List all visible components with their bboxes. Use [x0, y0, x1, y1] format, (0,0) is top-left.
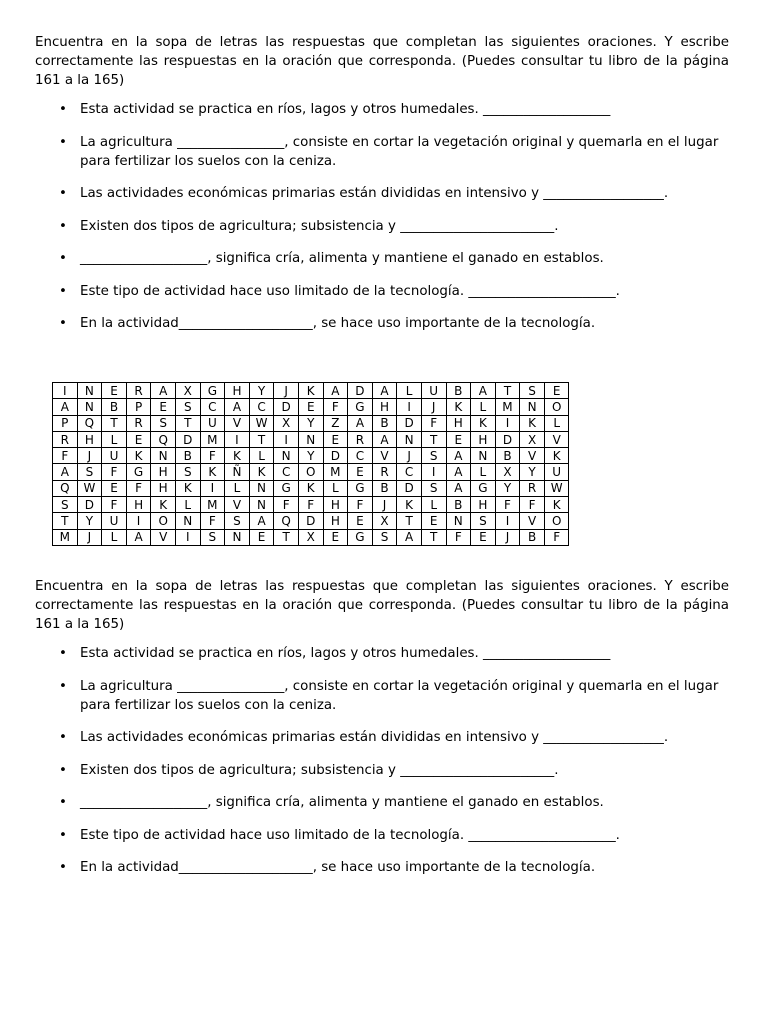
- word-search-cell: N: [151, 448, 176, 464]
- word-search-cell: S: [151, 415, 176, 431]
- word-search-cell: O: [544, 513, 569, 529]
- word-search-cell: R: [348, 431, 373, 447]
- answer-blank: ___________________: [80, 251, 208, 266]
- word-search-cell: E: [323, 431, 348, 447]
- word-search-cell: F: [200, 513, 225, 529]
- word-search-cell: N: [77, 399, 102, 415]
- word-search-cell: P: [53, 415, 78, 431]
- answer-blank: ______________________: [468, 283, 616, 299]
- word-search-cell: N: [175, 513, 200, 529]
- word-search-cell: A: [372, 383, 397, 399]
- word-search-cell: S: [471, 513, 496, 529]
- word-search-cell: N: [471, 448, 496, 464]
- word-search-cell: R: [520, 480, 545, 496]
- word-search-cell: A: [471, 383, 496, 399]
- word-search-cell: R: [126, 383, 151, 399]
- word-search-cell: K: [200, 464, 225, 480]
- word-search-cell: T: [53, 513, 78, 529]
- word-search-cell: F: [53, 448, 78, 464]
- word-search-cell: F: [323, 399, 348, 415]
- word-search-cell: I: [421, 464, 446, 480]
- word-search-cell: F: [200, 448, 225, 464]
- word-search-cell: E: [298, 399, 323, 415]
- word-search-cell: Y: [298, 448, 323, 464]
- word-search-cell: T: [249, 431, 274, 447]
- word-search-cell: V: [520, 448, 545, 464]
- word-search-cell: L: [544, 415, 569, 431]
- question-list: [35, 100, 729, 333]
- word-search-cell: A: [348, 415, 373, 431]
- word-search-cell: E: [471, 529, 496, 545]
- word-search-cell: A: [446, 464, 471, 480]
- word-search-cell: O: [298, 464, 323, 480]
- word-search-cell: E: [249, 529, 274, 545]
- word-search-cell: A: [53, 464, 78, 480]
- word-search-row: [53, 513, 569, 529]
- worksheet-section-1: [35, 33, 729, 347]
- word-search-cell: L: [102, 529, 127, 545]
- word-search-cell: T: [421, 529, 446, 545]
- word-search-cell: X: [274, 415, 299, 431]
- word-search-cell: S: [225, 513, 250, 529]
- word-search-cell: V: [225, 415, 250, 431]
- word-search-cell: N: [274, 448, 299, 464]
- word-search-cell: H: [323, 497, 348, 513]
- word-search-cell: T: [421, 431, 446, 447]
- word-search-cell: H: [151, 464, 176, 480]
- word-search-cell: L: [323, 480, 348, 496]
- word-search-cell: N: [225, 529, 250, 545]
- word-search-cell: K: [298, 480, 323, 496]
- question-item: • La agricultura ________________, consiste en cortar la vegetación original y quemarla en el lugar para fertilizar los suelos con la ceniza.: [35, 677, 729, 715]
- word-search-cell: X: [175, 383, 200, 399]
- word-search-cell: Y: [298, 415, 323, 431]
- word-search-cell: N: [397, 431, 422, 447]
- word-search-cell: H: [225, 383, 250, 399]
- question-item: • ___________________, significa cría, alimenta y mantiene el ganado en establos.: [35, 249, 729, 268]
- question-item: • ___________________, significa cría, alimenta y mantiene el ganado en establos.: [35, 793, 729, 812]
- word-search-cell: F: [446, 529, 471, 545]
- word-search-cell: K: [298, 383, 323, 399]
- word-search-cell: F: [126, 480, 151, 496]
- word-search-cell: Q: [53, 480, 78, 496]
- word-search-cell: T: [175, 415, 200, 431]
- word-search-cell: T: [495, 383, 520, 399]
- word-search-cell: N: [77, 383, 102, 399]
- word-search-cell: G: [348, 399, 373, 415]
- word-search-cell: R: [126, 415, 151, 431]
- word-search-cell: E: [323, 529, 348, 545]
- word-search-cell: S: [421, 480, 446, 496]
- word-search-cell: W: [249, 415, 274, 431]
- word-search-cell: E: [348, 513, 373, 529]
- word-search-cell: L: [471, 464, 496, 480]
- word-search-cell: D: [298, 513, 323, 529]
- word-search-cell: X: [520, 431, 545, 447]
- word-search-cell: A: [446, 480, 471, 496]
- word-search-cell: J: [495, 529, 520, 545]
- word-search-cell: C: [397, 464, 422, 480]
- word-search-cell: I: [225, 431, 250, 447]
- word-search-cell: A: [397, 529, 422, 545]
- word-search-cell: E: [102, 383, 127, 399]
- word-search-cell: I: [126, 513, 151, 529]
- word-search-cell: G: [471, 480, 496, 496]
- word-search-cell: C: [200, 399, 225, 415]
- word-search-cell: Y: [495, 480, 520, 496]
- word-search-cell: S: [175, 399, 200, 415]
- word-search-row: [53, 480, 569, 496]
- word-search-cell: C: [274, 464, 299, 480]
- word-search-cell: L: [471, 399, 496, 415]
- word-search-cell: C: [348, 448, 373, 464]
- word-search-cell: V: [225, 497, 250, 513]
- word-search-grid: [52, 382, 569, 546]
- word-search-cell: W: [544, 480, 569, 496]
- word-search-cell: Y: [77, 513, 102, 529]
- word-search-cell: F: [495, 497, 520, 513]
- question-item: • En la actividad____________________, se hace uso importante de la tecnología.: [35, 858, 729, 877]
- word-search-cell: L: [225, 480, 250, 496]
- answer-blank: __________________: [543, 730, 664, 745]
- word-search-cell: B: [495, 448, 520, 464]
- word-search-cell: N: [298, 431, 323, 447]
- word-search-cell: A: [53, 399, 78, 415]
- word-search-row: [53, 497, 569, 513]
- word-search-cell: U: [102, 448, 127, 464]
- answer-blank: _______________________: [400, 218, 555, 234]
- word-search-cell: D: [495, 431, 520, 447]
- word-search-cell: I: [53, 383, 78, 399]
- word-search-cell: D: [274, 399, 299, 415]
- word-search-cell: T: [274, 529, 299, 545]
- word-search-cell: L: [249, 448, 274, 464]
- word-search-cell: A: [151, 383, 176, 399]
- word-search-cell: J: [77, 529, 102, 545]
- word-search-cell: T: [102, 415, 127, 431]
- word-search-cell: H: [471, 497, 496, 513]
- question-item: • Las actividades económicas primarias están divididas en intensivo y __________________.: [35, 728, 729, 747]
- word-search-cell: W: [77, 480, 102, 496]
- word-search-cell: S: [372, 529, 397, 545]
- word-search-cell: X: [298, 529, 323, 545]
- word-search-cell: F: [421, 415, 446, 431]
- word-search-cell: L: [175, 497, 200, 513]
- word-search-cell: S: [77, 464, 102, 480]
- word-search-cell: L: [421, 497, 446, 513]
- word-search-cell: K: [225, 448, 250, 464]
- question-list: [35, 644, 729, 877]
- word-search-cell: X: [372, 513, 397, 529]
- word-search-cell: N: [520, 399, 545, 415]
- word-search-cell: J: [274, 383, 299, 399]
- word-search-cell: I: [175, 529, 200, 545]
- word-search-cell: E: [126, 431, 151, 447]
- word-search-cell: K: [249, 464, 274, 480]
- answer-blank: __________________: [543, 186, 664, 201]
- word-search-cell: F: [102, 464, 127, 480]
- word-search-cell: S: [200, 529, 225, 545]
- word-search-cell: F: [274, 497, 299, 513]
- word-search-cell: H: [126, 497, 151, 513]
- word-search-cell: K: [446, 399, 471, 415]
- word-search-row: [53, 399, 569, 415]
- word-search-cell: B: [446, 383, 471, 399]
- answer-blank: ___________________: [80, 795, 208, 810]
- word-search-cell: M: [200, 431, 225, 447]
- word-search-cell: G: [348, 529, 373, 545]
- word-search-cell: K: [126, 448, 151, 464]
- word-search-cell: M: [323, 464, 348, 480]
- word-search-cell: G: [348, 480, 373, 496]
- word-search-cell: Q: [77, 415, 102, 431]
- instructions-text: Encuentra en la sopa de letras las respuestas que completan las siguientes oraciones. Y escribe correctamente las respuestas en la oración que corresponda. (Puedes consultar tu libro de la página 161 a la 165): [35, 35, 729, 88]
- word-search-cell: H: [323, 513, 348, 529]
- answer-blank: ________________: [177, 134, 285, 150]
- word-search-cell: L: [102, 431, 127, 447]
- question-item: • En la actividad____________________, se hace uso importante de la tecnología.: [35, 314, 729, 333]
- word-search-cell: S: [421, 448, 446, 464]
- worksheet-section-2: [35, 577, 729, 891]
- word-search-cell: M: [53, 529, 78, 545]
- word-search-cell: H: [372, 399, 397, 415]
- word-search-cell: G: [200, 383, 225, 399]
- word-search-row: [53, 464, 569, 480]
- word-search-cell: C: [249, 399, 274, 415]
- word-search-cell: A: [323, 383, 348, 399]
- question-item: • Existen dos tipos de agricultura; subsistencia y _______________________.: [35, 217, 729, 236]
- word-search-cell: H: [77, 431, 102, 447]
- word-search-cell: D: [397, 415, 422, 431]
- word-search-cell: U: [544, 464, 569, 480]
- word-search-cell: Y: [249, 383, 274, 399]
- word-search-row: [53, 431, 569, 447]
- word-search-cell: U: [421, 383, 446, 399]
- word-search-cell: I: [200, 480, 225, 496]
- word-search-cell: Z: [323, 415, 348, 431]
- word-search-cell: D: [175, 431, 200, 447]
- word-search-cell: M: [200, 497, 225, 513]
- word-search-cell: A: [225, 399, 250, 415]
- word-search-cell: O: [151, 513, 176, 529]
- answer-blank: ____________________: [178, 860, 313, 875]
- answer-blank: ___________________: [483, 646, 611, 661]
- word-search-cell: K: [151, 497, 176, 513]
- word-search-cell: K: [544, 448, 569, 464]
- word-search-cell: V: [151, 529, 176, 545]
- word-search-cell: Q: [151, 431, 176, 447]
- word-search-cell: H: [471, 431, 496, 447]
- word-search-cell: B: [446, 497, 471, 513]
- word-search-cell: J: [421, 399, 446, 415]
- word-search-cell: I: [495, 415, 520, 431]
- answer-blank: ___________________: [483, 102, 611, 117]
- answer-blank: _______________________: [400, 762, 555, 778]
- word-search-cell: G: [126, 464, 151, 480]
- word-search-cell: B: [372, 415, 397, 431]
- word-search-cell: Y: [520, 464, 545, 480]
- answer-blank: ____________________: [178, 316, 313, 331]
- word-search-cell: J: [77, 448, 102, 464]
- word-search-cell: E: [348, 464, 373, 480]
- word-search-cell: B: [102, 399, 127, 415]
- word-search-cell: F: [544, 529, 569, 545]
- word-search-cell: I: [495, 513, 520, 529]
- instructions-text: Encuentra en la sopa de letras las respuestas que completan las siguientes oraciones. Y escribe correctamente las respuestas en la oración que corresponda. (Puedes consultar tu libro de la página 161 a la 165): [35, 579, 729, 632]
- word-search-cell: A: [126, 529, 151, 545]
- word-search-cell: N: [249, 480, 274, 496]
- word-search-row: [53, 448, 569, 464]
- question-item: • Esta actividad se practica en ríos, lagos y otros humedales. ___________________: [35, 644, 729, 663]
- word-search-cell: K: [175, 480, 200, 496]
- word-search-cell: O: [544, 399, 569, 415]
- word-search-cell: J: [397, 448, 422, 464]
- question-item: • Este tipo de actividad hace uso limitado de la tecnología. ______________________.: [35, 826, 729, 845]
- word-search-cell: D: [323, 448, 348, 464]
- question-item: • La agricultura ________________, consiste en cortar la vegetación original y quemarla en el lugar para fertilizar los suelos con la ceniza.: [35, 133, 729, 171]
- word-search-cell: F: [102, 497, 127, 513]
- word-search-cell: I: [397, 399, 422, 415]
- word-search-cell: F: [348, 497, 373, 513]
- word-search-cell: H: [446, 415, 471, 431]
- question-item: • Existen dos tipos de agricultura; subsistencia y _______________________.: [35, 761, 729, 780]
- word-search-row: [53, 529, 569, 545]
- word-search-cell: F: [298, 497, 323, 513]
- word-search-cell: E: [544, 383, 569, 399]
- word-search-cell: U: [200, 415, 225, 431]
- word-search-cell: R: [53, 431, 78, 447]
- word-search-row: [53, 415, 569, 431]
- question-item: • Las actividades económicas primarias están divididas en intensivo y __________________.: [35, 184, 729, 203]
- word-search-row: [53, 383, 569, 399]
- word-search-cell: S: [175, 464, 200, 480]
- word-search-cell: Q: [274, 513, 299, 529]
- word-search-cell: M: [495, 399, 520, 415]
- word-search-cell: B: [372, 480, 397, 496]
- word-search-cell: A: [372, 431, 397, 447]
- word-search-cell: N: [249, 497, 274, 513]
- word-search-cell: S: [53, 497, 78, 513]
- word-search-cell: N: [446, 513, 471, 529]
- word-search-cell: I: [274, 431, 299, 447]
- question-item: • Este tipo de actividad hace uso limitado de la tecnología. ______________________.: [35, 282, 729, 301]
- word-search-cell: A: [446, 448, 471, 464]
- word-search-cell: S: [520, 383, 545, 399]
- word-search-cell: T: [397, 513, 422, 529]
- word-search-cell: D: [397, 480, 422, 496]
- word-search-cell: D: [348, 383, 373, 399]
- word-search-cell: U: [102, 513, 127, 529]
- word-search-cell: E: [102, 480, 127, 496]
- word-search-cell: E: [446, 431, 471, 447]
- word-search-cell: F: [520, 497, 545, 513]
- word-search-cell: L: [397, 383, 422, 399]
- word-search-cell: P: [126, 399, 151, 415]
- word-search-cell: V: [520, 513, 545, 529]
- word-search-cell: Ñ: [225, 464, 250, 480]
- word-search-cell: B: [175, 448, 200, 464]
- word-search-cell: H: [151, 480, 176, 496]
- word-search-cell: E: [421, 513, 446, 529]
- answer-blank: ______________________: [468, 827, 616, 843]
- word-search-cell: K: [397, 497, 422, 513]
- word-search-cell: K: [471, 415, 496, 431]
- answer-blank: ________________: [177, 678, 285, 694]
- question-item: • Esta actividad se practica en ríos, lagos y otros humedales. ___________________: [35, 100, 729, 119]
- word-search-cell: J: [372, 497, 397, 513]
- word-search-cell: B: [520, 529, 545, 545]
- word-search-cell: D: [77, 497, 102, 513]
- word-search-cell: R: [372, 464, 397, 480]
- word-search-cell: V: [544, 431, 569, 447]
- word-search-cell: X: [495, 464, 520, 480]
- word-search-cell: A: [249, 513, 274, 529]
- word-search-cell: V: [372, 448, 397, 464]
- word-search-cell: G: [274, 480, 299, 496]
- word-search-cell: K: [520, 415, 545, 431]
- word-search-cell: K: [544, 497, 569, 513]
- word-search-cell: E: [151, 399, 176, 415]
